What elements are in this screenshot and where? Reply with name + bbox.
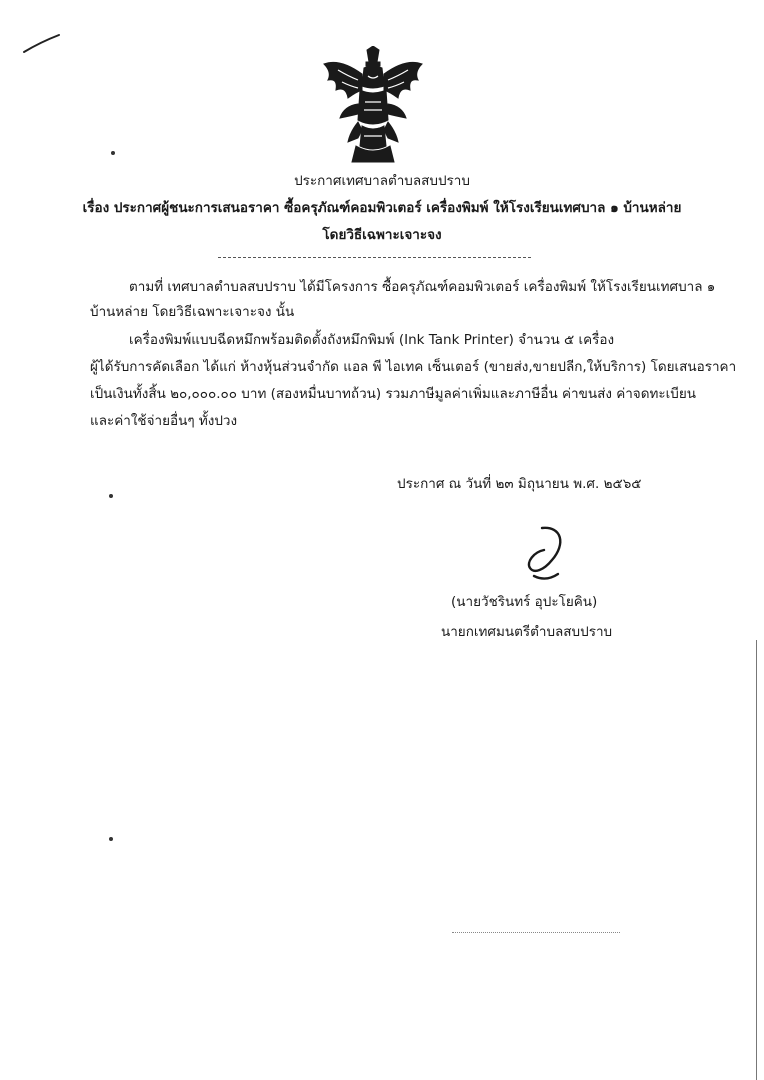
para2-line2: ผู้ได้รับการคัดเลือก ได้แก่ ห้างหุ้นส่วนจำกัด แอล พี ไอเทค เซ็นเตอร์ (ขายส่ง,ขายปลีก,ให้บริการ) โดยเสนอราคา bbox=[90, 359, 737, 375]
scan-stroke-mark bbox=[22, 32, 62, 56]
scan-dot bbox=[108, 836, 114, 842]
signature-mark bbox=[512, 524, 572, 586]
subject-line: เรื่อง ประกาศผู้ชนะการเสนอราคา ซื้อครุภัณฑ์คอมพิวเตอร์ เครื่องพิมพ์ ให้โรงเรียนเทศบาล ๑ บ้านหล่าย bbox=[82, 200, 682, 216]
issuer-title: ประกาศเทศบาลตำบลสบปราบ bbox=[294, 173, 470, 189]
signer-name: (นายวัชรินทร์ อุปะโยคิน) bbox=[451, 594, 598, 610]
scan-dotted-line bbox=[452, 932, 620, 933]
para1-line1: ตามที่ เทศบาลตำบลสบปราบ ได้มีโครงการ ซื้อครุภัณฑ์คอมพิวเตอร์ เครื่องพิมพ์ ให้โรงเรียนเทศบาล ๑ bbox=[129, 279, 716, 295]
para1-line2: บ้านหล่าย โดยวิธีเฉพาะเจาะจง นั้น bbox=[90, 304, 295, 320]
para2-line3: เป็นเงินทั้งสิ้น ๒๐,๐๐๐.๐๐ บาท (สองหมื่นบาทถ้วน) รวมภาษีมูลค่าเพิ่มและภาษีอื่น ค่าขนส่ง ค่าจดทะเบียน bbox=[90, 386, 696, 402]
garuda-emblem bbox=[318, 46, 428, 164]
scan-dot bbox=[110, 150, 116, 156]
announce-date: ประกาศ ณ วันที่ ๒๓ มิถุนายน พ.ศ. ๒๕๖๕ bbox=[397, 476, 642, 492]
scan-dot bbox=[108, 493, 114, 499]
header-divider bbox=[218, 257, 531, 258]
signer-title: นายกเทศมนตรีตำบลสบปราบ bbox=[441, 624, 613, 640]
scan-edge-line bbox=[756, 640, 757, 1080]
method-line: โดยวิธีเฉพาะเจาะจง bbox=[322, 227, 442, 243]
para2-line1: เครื่องพิมพ์แบบฉีดหมึกพร้อมติดตั้งถังหมึกพิมพ์ (Ink Tank Printer) จำนวน ๕ เครื่อง bbox=[129, 332, 615, 348]
para2-line4: และค่าใช้จ่ายอื่นๆ ทั้งปวง bbox=[90, 413, 238, 429]
